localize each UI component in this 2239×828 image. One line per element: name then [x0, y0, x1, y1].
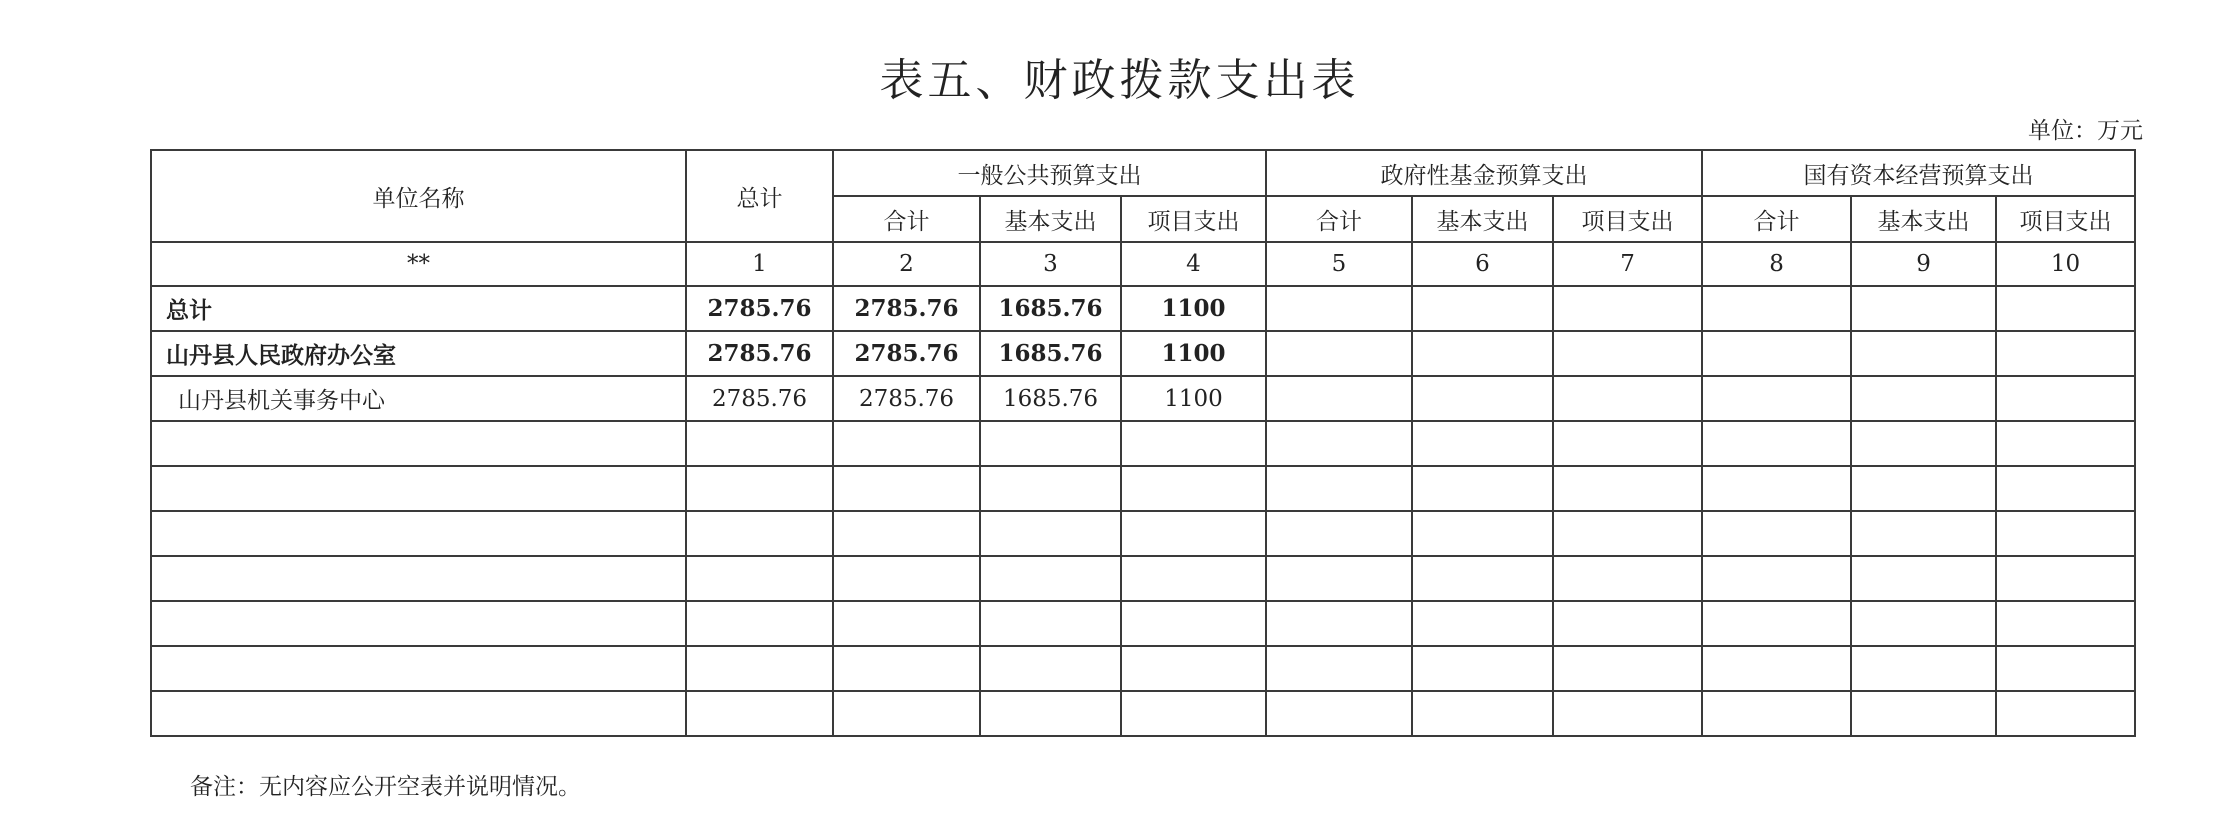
value-cell [1412, 286, 1553, 331]
index-cell: ** [151, 242, 686, 286]
value-cell [1996, 331, 2135, 376]
value-cell [1266, 331, 1412, 376]
table-row [151, 376, 2135, 421]
value-cell: 1100 [1121, 331, 1266, 376]
empty-row [151, 466, 2135, 511]
value-cell [1851, 286, 1996, 331]
value-cell [1996, 286, 2135, 331]
value-cell: 1100 [1121, 376, 1266, 421]
value-cell [1851, 376, 1996, 421]
index-cell: 10 [1996, 242, 2135, 286]
header-sub-basic: 基本支出 [980, 196, 1121, 242]
value-cell [1553, 376, 1702, 421]
value-cell [1702, 286, 1851, 331]
empty-row [151, 421, 2135, 466]
header-sub-total: 合计 [833, 196, 980, 242]
table-row [151, 331, 2135, 376]
empty-row [151, 601, 2135, 646]
index-cell: 9 [1851, 242, 1996, 286]
empty-row [151, 646, 2135, 691]
header-sub-total: 合计 [1702, 196, 1851, 242]
index-cell: 7 [1553, 242, 1702, 286]
value-cell: 2785.76 [686, 331, 833, 376]
fiscal-expenditure-table [150, 149, 2136, 737]
row-name-cell: 总计 [151, 286, 686, 331]
header-general-public-budget: 一般公共预算支出 [833, 150, 1266, 196]
empty-row [151, 511, 2135, 556]
header-sub-total: 合计 [1266, 196, 1412, 242]
value-cell: 2785.76 [833, 376, 980, 421]
column-index-row [151, 242, 2135, 286]
value-cell: 2785.76 [686, 376, 833, 421]
value-cell [1412, 331, 1553, 376]
empty-row [151, 556, 2135, 601]
page-title: 表五、财政拨款支出表 [879, 55, 1360, 106]
header-unit-name: 单位名称 [151, 150, 686, 242]
index-cell: 8 [1702, 242, 1851, 286]
value-cell: 2785.76 [833, 286, 980, 331]
header-sub-basic: 基本支出 [1851, 196, 1996, 242]
footnote: 备注：无内容应公开空表并说明情况。 [190, 774, 581, 800]
value-cell: 1685.76 [980, 331, 1121, 376]
value-cell [1266, 376, 1412, 421]
empty-row [151, 691, 2135, 736]
index-cell: 1 [686, 242, 833, 286]
header-government-fund-budget: 政府性基金预算支出 [1266, 150, 1702, 196]
header-state-capital-budget: 国有资本经营预算支出 [1702, 150, 2135, 196]
value-cell: 1685.76 [980, 376, 1121, 421]
header-total: 总计 [686, 150, 833, 242]
value-cell [1266, 286, 1412, 331]
index-cell: 5 [1266, 242, 1412, 286]
value-cell [1553, 286, 1702, 331]
index-cell: 3 [980, 242, 1121, 286]
value-cell: 1100 [1121, 286, 1266, 331]
value-cell: 2785.76 [833, 331, 980, 376]
index-cell: 2 [833, 242, 980, 286]
row-name-cell: 山丹县机关事务中心 [151, 376, 686, 421]
row-name-cell: 山丹县人民政府办公室 [151, 331, 686, 376]
value-cell [1702, 331, 1851, 376]
header-sub-project: 项目支出 [1553, 196, 1702, 242]
table-row [151, 286, 2135, 331]
unit-label: 单位：万元 [2028, 118, 2143, 144]
header-sub-project: 项目支出 [1996, 196, 2135, 242]
header-sub-basic: 基本支出 [1412, 196, 1553, 242]
value-cell: 2785.76 [686, 286, 833, 331]
index-cell: 4 [1121, 242, 1266, 286]
value-cell [1702, 376, 1851, 421]
value-cell [1996, 376, 2135, 421]
value-cell: 1685.76 [980, 286, 1121, 331]
value-cell [1412, 376, 1553, 421]
index-cell: 6 [1412, 242, 1553, 286]
value-cell [1553, 331, 1702, 376]
value-cell [1851, 331, 1996, 376]
header-sub-project: 项目支出 [1121, 196, 1266, 242]
